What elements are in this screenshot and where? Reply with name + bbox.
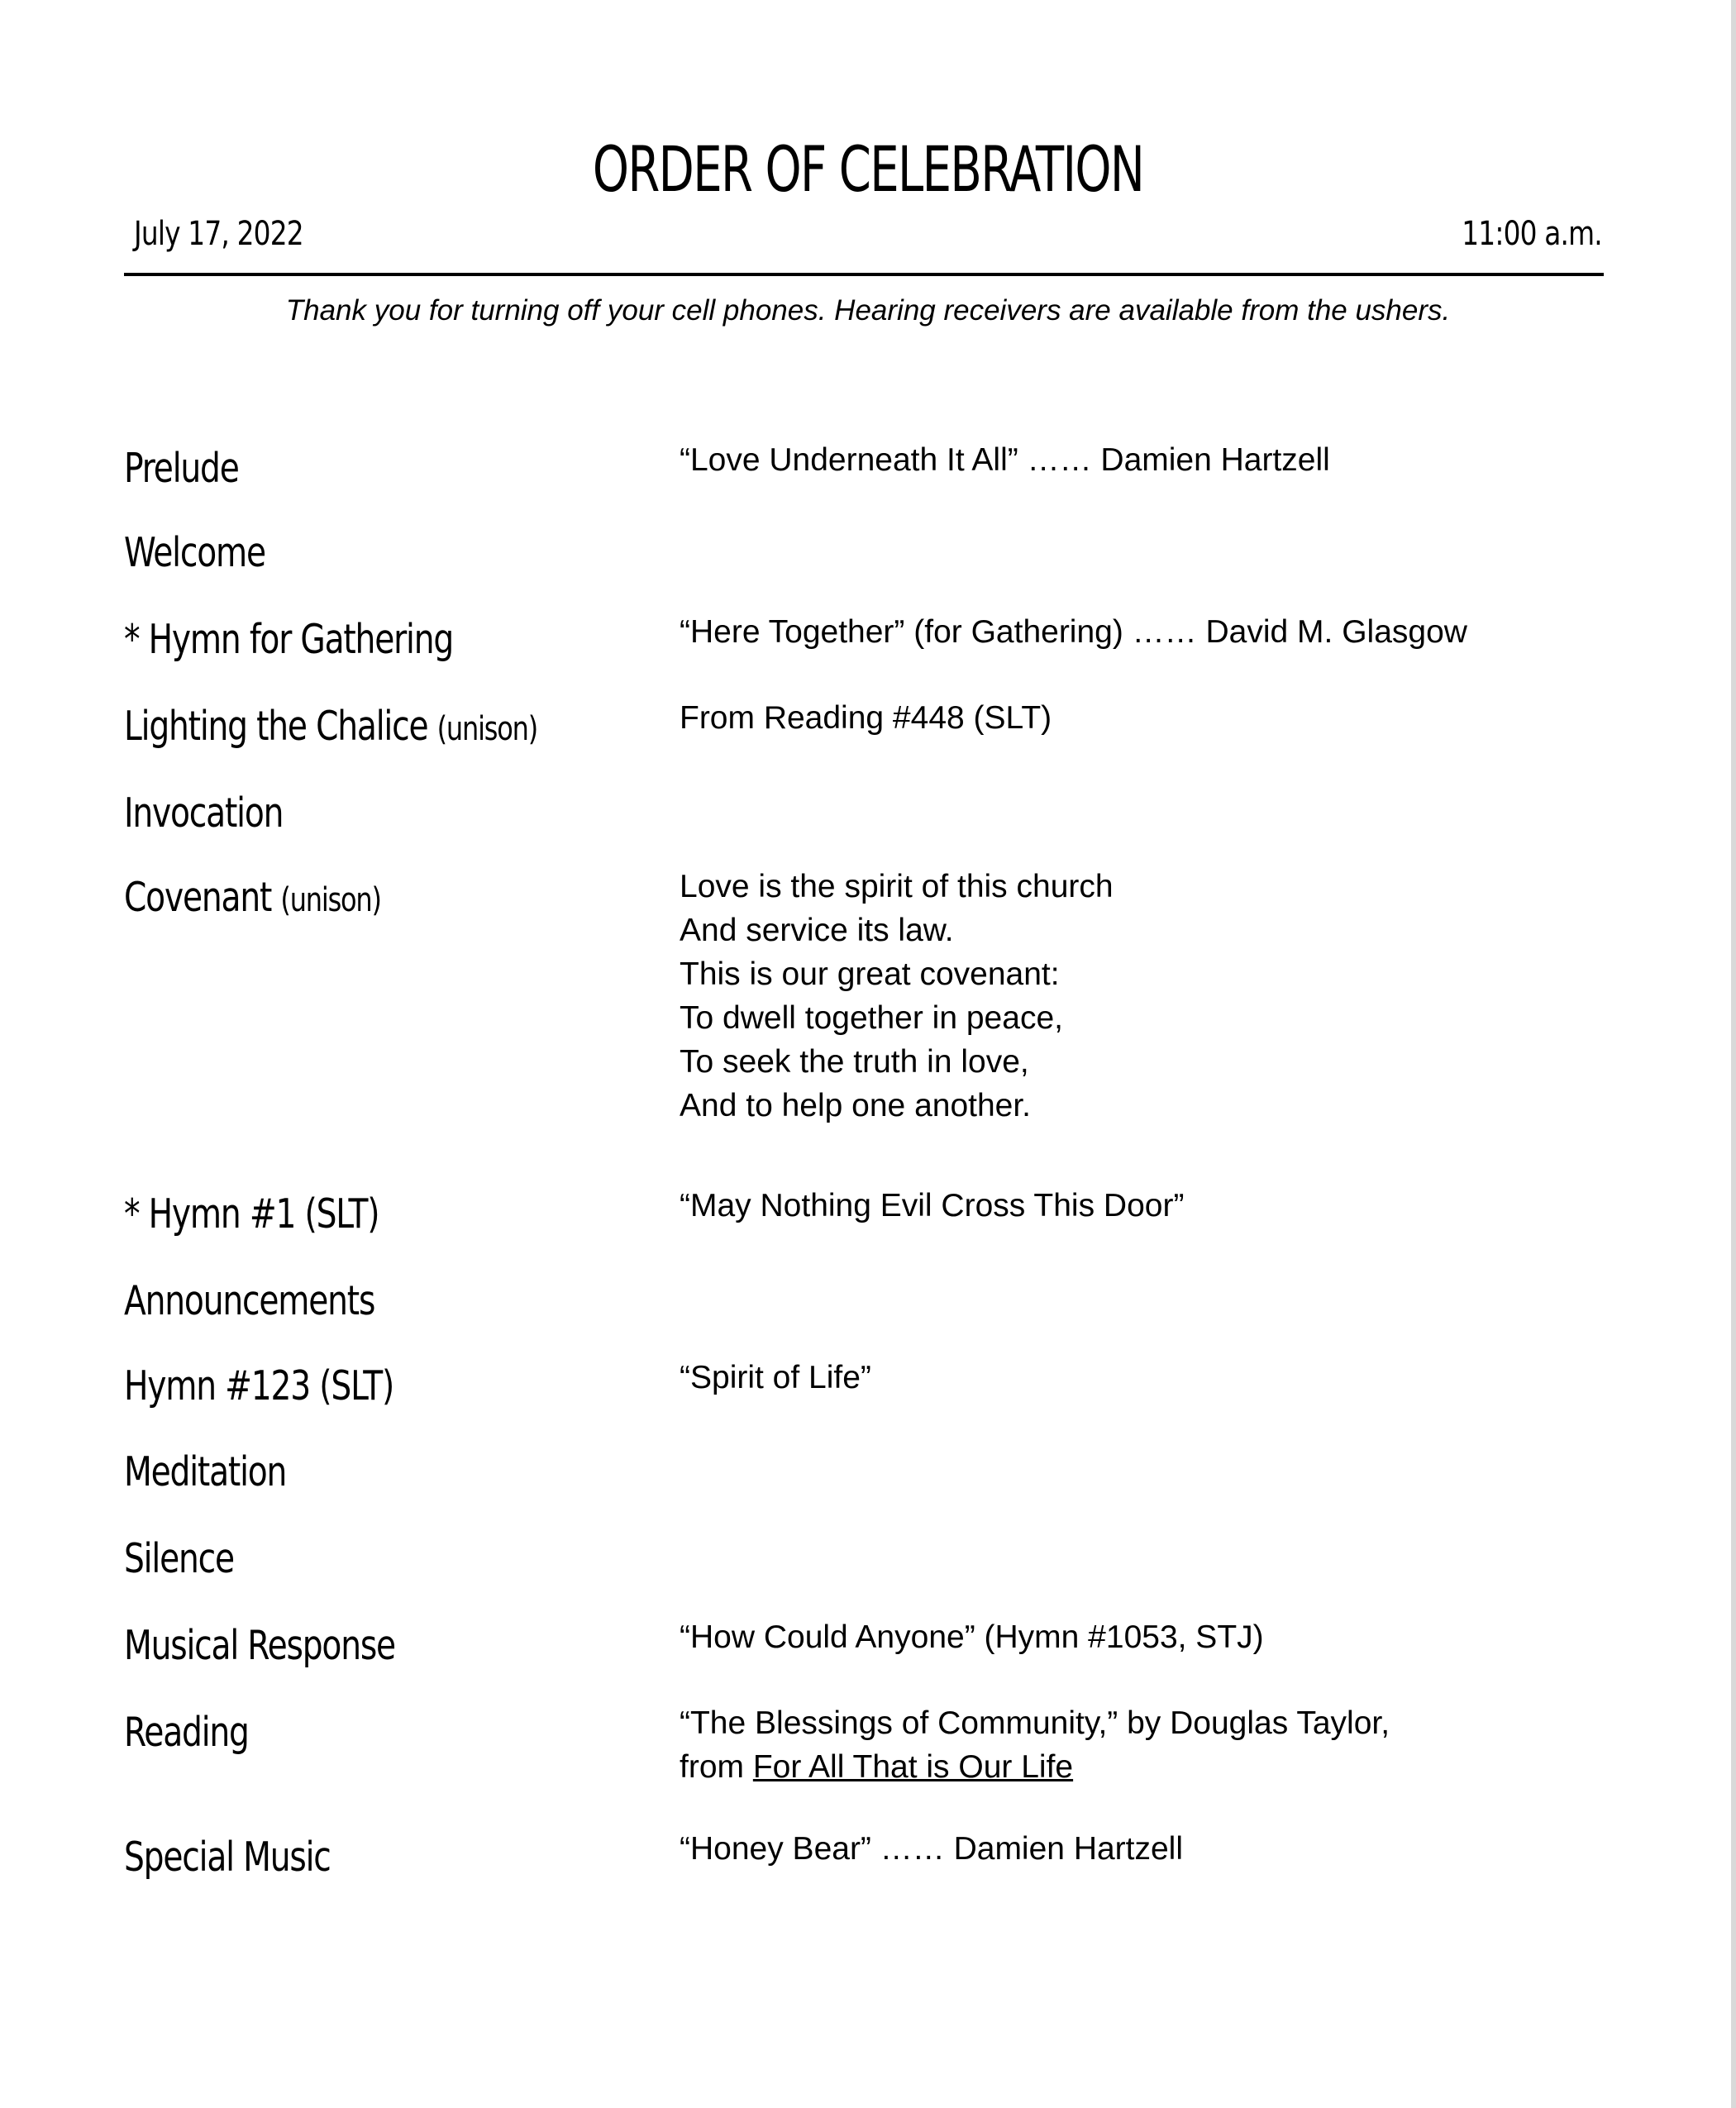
item-label-hymn-gathering: * Hymn for Gathering	[124, 616, 454, 663]
item-label-meditation: Meditation	[124, 1448, 287, 1495]
item-label-hymn-1: * Hymn #1 (SLT)	[124, 1190, 379, 1238]
covenant-line: And to help one another.	[680, 1088, 1032, 1123]
covenant-label-text: Covenant	[124, 874, 272, 921]
covenant-line: To dwell together in peace,	[680, 1000, 1063, 1036]
item-label-silence: Silence	[124, 1535, 234, 1582]
item-label-covenant	[124, 874, 381, 921]
item-detail-reading	[680, 1701, 1390, 1789]
item-label-hymn-123: Hymn #123 (SLT)	[124, 1362, 394, 1409]
covenant-line: This is our great covenant:	[680, 956, 1060, 992]
item-detail-musical-response: “How Could Anyone” (Hymn #1053, STJ)	[680, 1619, 1264, 1655]
covenant-text	[680, 865, 1114, 1128]
chalice-unison-note: (unison)	[436, 710, 538, 748]
header-divider	[124, 273, 1604, 276]
item-label-musical-response: Musical Response	[124, 1622, 395, 1669]
chalice-label-text: Lighting the Chalice	[124, 703, 428, 750]
item-label-chalice	[124, 703, 537, 750]
covenant-line: And service its law.	[680, 913, 954, 948]
notice-text: Thank you for turning off your cell phones. Hearing receivers are available from the ushers.	[285, 294, 1451, 327]
covenant-unison-note: (unison)	[280, 881, 381, 919]
service-time: 11:00 a.m.	[1462, 215, 1602, 253]
reading-source-line	[680, 1745, 1390, 1789]
reading-source-prefix: from	[680, 1749, 753, 1785]
item-detail-hymn-123: “Spirit of Life”	[680, 1360, 871, 1395]
covenant-line: Love is the spirit of this church	[680, 869, 1114, 904]
reading-title-line: “The Blessings of Community,” by Douglas Taylor,	[680, 1705, 1390, 1741]
reading-book-title: For All That is Our Life	[752, 1749, 1074, 1785]
item-label-special-music: Special Music	[124, 1834, 331, 1881]
item-detail-hymn-gathering: “Here Together” (for Gathering) …… David M. Glasgow	[680, 614, 1467, 650]
item-detail-chalice: From Reading #448 (SLT)	[680, 700, 1052, 736]
service-date: July 17, 2022	[134, 215, 303, 253]
item-label-reading: Reading	[124, 1709, 249, 1756]
item-label-welcome: Welcome	[124, 529, 265, 576]
covenant-line: To seek the truth in love,	[680, 1044, 1029, 1080]
item-label-prelude: Prelude	[124, 445, 239, 492]
item-label-announcements: Announcements	[124, 1277, 375, 1324]
item-detail-special-music: “Honey Bear” …… Damien Hartzell	[680, 1831, 1184, 1867]
item-detail-hymn-1: “May Nothing Evil Cross This Door”	[680, 1188, 1185, 1223]
page-title: ORDER OF CELEBRATION	[592, 132, 1144, 206]
item-label-invocation: Invocation	[124, 789, 284, 837]
item-detail-prelude: “Love Underneath It All” …… Damien Hartzell	[680, 442, 1330, 478]
